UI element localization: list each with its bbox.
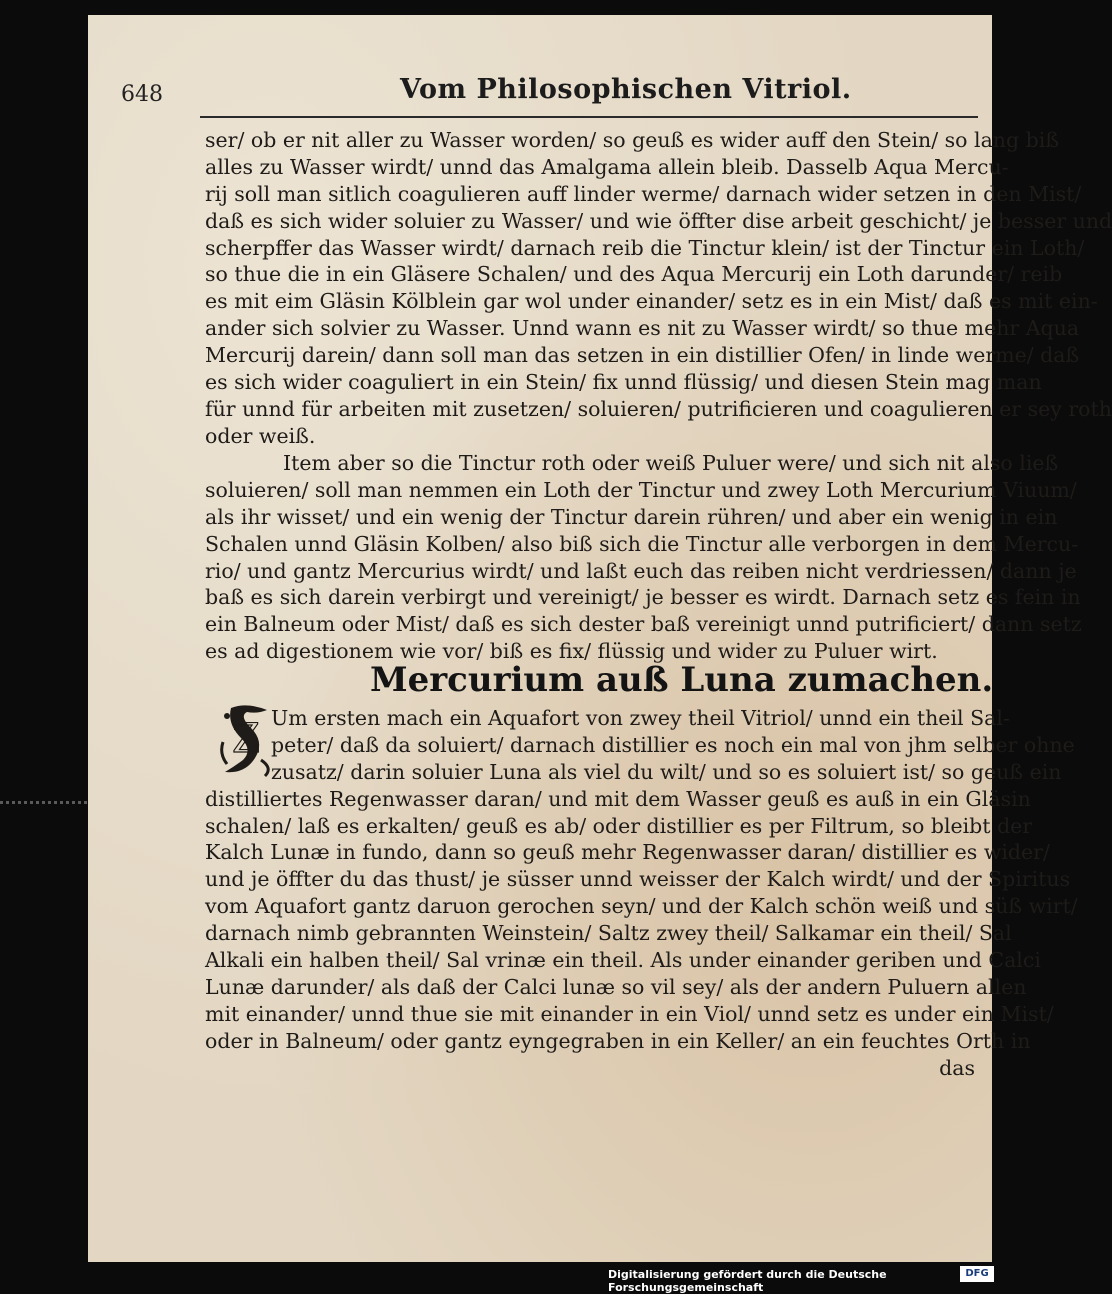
text-line: distilliertes Regenwasser daran/ und mit dem Wasser geuß es auß in ein Gläsin [205,786,1031,811]
paragraph-3 [205,705,1078,1081]
text-line: alles zu Wasser wirdt/ unnd das Amalgama allein bleib. Dasselb Aqua Mercu- [205,154,1009,179]
text-line: rio/ und gantz Mercurius wirdt/ und laßt euch das reiben nicht verdriessen/ dann je [205,558,1077,583]
text-line: baß es sich darein verbirgt und vereinigt/ je besser es wirdt. Darnach setz es fein in [205,585,1081,610]
text-line: es ad digestionem wie vor/ biß es fix/ flüssig und wider zu Puluer wirt. [205,639,938,664]
header-rule [200,116,978,118]
text-line: so thue die in ein Gläsere Schalen/ und des Aqua Mercurij ein Loth darunder/ reib [205,262,1063,287]
text-line: daß es sich wider soluier zu Wasser/ und wie öffter dise arbeit geschicht/ je besser und [205,208,1112,233]
text-line: vom Aquafort gantz daruon gerochen seyn/ und der Kalch schön weiß und süß wirt/ [205,894,1078,919]
text-line: oder weiß. [205,423,316,448]
text-line: mit einander/ unnd thue sie mit einander in ein Viol/ unnd setz es under ein Mist/ [205,1001,1054,1026]
text-line: Schalen unnd Gläsin Kolben/ also biß sich die Tinctur alle verborgen in dem Mercu- [205,531,1079,556]
text-line: Alkali ein halben theil/ Sal vrinæ ein theil. Als under einander geriben und Calci [205,948,1041,973]
dfg-logo: DFG [960,1266,994,1282]
text-line: schalen/ laß es erkalten/ geuß es ab/ oder distillier es per Filtrum, so bleibt der [205,813,1033,838]
text-line: Item aber so die Tinctur roth oder weiß Puluer were/ und sich nit also ließ [283,451,1059,475]
text-line: es sich wider coaguliert in ein Stein/ fix unnd flüssig/ und diesen Stein mag man [205,370,1042,395]
text-line: Mercurij darein/ dann soll man das setzen in ein distillier Ofen/ in linde werme/ daß [205,343,1080,368]
text-line: es mit eim Gläsin Kölblein gar wol under einander/ setz es in ein Mist/ daß es mit ein- [205,289,1098,314]
text-line: darnach nimb gebrannten Weinstein/ Saltz zwey theil/ Salkamar ein theil/ Sal [205,921,1012,946]
text-line: scherpffer das Wasser wirdt/ darnach reib die Tinctur klein/ ist der Tinctur ein Loth/ [205,235,1085,260]
paragraph-2 [205,450,1082,665]
text-line: ein Balneum oder Mist/ daß es sich dester baß vereinigt unnd putrificiert/ dann setz [205,612,1082,637]
dropcap-letter: Z [232,716,260,762]
text-line: Lunæ darunder/ als daß der Calci lunæ so vil sey/ als der andern Puluern allen [205,974,1027,999]
scan-edge-mark [0,801,88,804]
text-line: als ihr wisset/ und ein wenig der Tinctur darein rühren/ und aber ein wenig in ein [205,504,1058,529]
running-title: Vom Philosophischen Vitriol. [400,74,852,105]
text-line: soluieren/ soll man nemmen ein Loth der Tinctur und zwey Loth Mercurium Viuum/ [205,477,1077,502]
text-line: ander sich solvier zu Wasser. Unnd wann es nit zu Wasser wirdt/ so thue mehr Aqua [205,316,1080,341]
text-line: und je öffter du das thust/ je süsser unnd weisser der Kalch wirdt/ und der Spiritus [205,867,1071,892]
text-line: Um ersten mach ein Aquafort von zwey theil Vitriol/ unnd ein theil Sal- [271,706,1010,730]
text-line: für unnd für arbeiten mit zusetzen/ soluieren/ putrificieren und coagulieren er sey roth [205,396,1112,421]
paragraph-1 [205,127,1112,450]
page-number: 648 [121,82,163,107]
text-line: ser/ ob er nit aller zu Wasser worden/ so geuß es wider auff den Stein/ so lang biß [205,128,1060,152]
text-line: rij soll man sitlich coagulieren auff linder werme/ darnach wider setzen in den Mist/ [205,181,1082,206]
text-line: peter/ daß da soluiert/ darnach distillier es noch ein mal von jhm selber ohne [271,732,1075,757]
text-line: zusatz/ darin soluier Luna als viel du wilt/ und so es soluiert ist/ so geuß ein [271,759,1062,784]
section-heading: Mercurium auß Luna zumachen. [370,660,994,700]
text-line: Kalch Lunæ in fundo, dann so geuß mehr Regenwasser daran/ distillier es wider/ [205,840,1050,865]
digitization-credit: Digitalisierung gefördert durch die Deutsche Forschungsgemeinschaft [608,1268,887,1294]
catchword: das [939,1055,975,1080]
text-line: oder in Balneum/ oder gantz eyngegraben in ein Keller/ an ein feuchtes Orth in [205,1028,1031,1053]
